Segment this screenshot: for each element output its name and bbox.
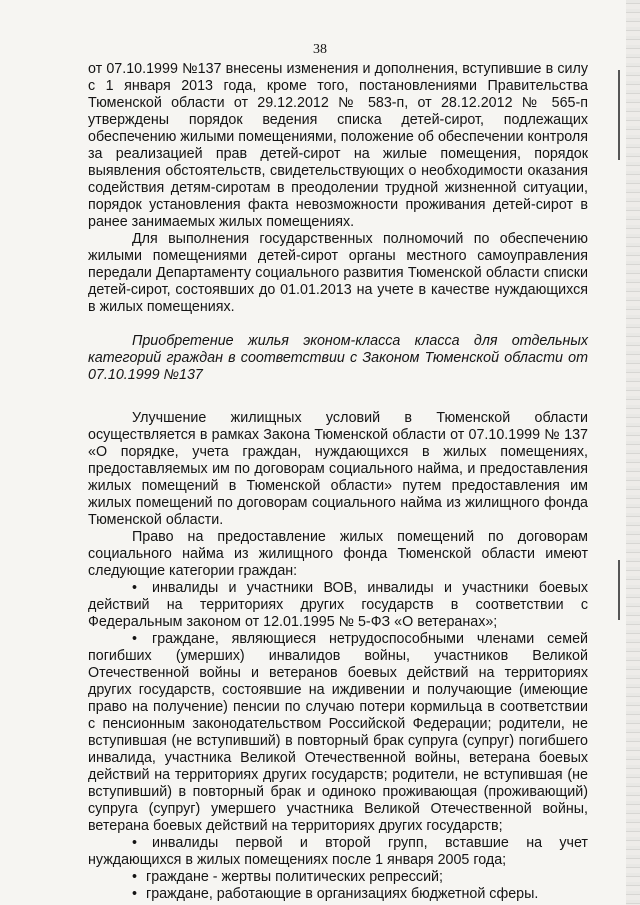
list-item-text: граждане, являющиеся нетрудоспособными членами семей погибших (умерших) инвалидов войны, участников Великой Отечественной войны и ветеранов боевых действий на территориях других государств, состоявшие на иждивении и получающие (имеющие право на получение) пенсии по случаю потери кормильца в соответствии с пенсионным законодательством Российской Федерации; родители, не вступившая (не вступивший) в повторный брак супруга (супруг) погибшего инвалида, участника Великой Отечественной войны, ветерана боевых действий на территориях других государств; родители, не вступившая (не вступивший) в повторный брак и одиноко проживающая (проживающий) супруга (супруг) умершего участника Великой Отечественной войны, ветерана боевых действий на территориях других государств; [88,631,588,834]
list-item-text: граждане - жертвы политических репрессий; [146,869,444,885]
paragraph-state-powers: Для выполнения государственных полномочий по обеспечению жилыми помещениями детей-сирот органы местного самоуправления передали Департаменту социального развития Тюменской области списки детей-сирот, состоявших до 01.01.2013 на учете в качестве нуждающихся в жилых помещениях. [88,231,588,315]
list-item-text: инвалиды первой и второй групп, вставшие на учет нуждающихся в жилых помещениях после 1 января 2005 года; [88,835,588,868]
bullet-marker: • [132,835,138,851]
paragraph-housing-improvement: Улучшение жилищных условий в Тюменской области осуществляется в рамках Закона Тюменской области от 07.10.1999 № 137 «О порядке, учета граждан, нуждающихся в жилых помещениях, предоставляемых им по договорам социального найма, и предоставления жилых помещений в Тюменской области» путем предоставления им жилых помещений по договорам социального найма из жилищного фонда Тюменской области. [88,410,588,528]
scan-line-artifact [618,560,620,620]
bullet-marker: • [132,631,138,647]
list-item [88,869,588,886]
bullet-marker: • [132,869,138,885]
list-item [88,580,588,631]
list-item-text: инвалиды и участники ВОВ, инвалиды и участники боевых действий на территориях других государств в соответствии с Федеральным законом от 12.01.1995 № 5-ФЗ «О ветеранах»; [88,580,588,630]
bullet-marker: • [132,580,138,596]
list-item [88,835,588,869]
document-body [88,61,588,903]
list-item-text: граждане, работающие в организациях бюджетной сферы. [146,886,539,902]
paragraph-right-to-housing: Право на предоставление жилых помещений по договорам социального найма из жилищного фонда Тюменской области имеют следующие категории граждан: [88,529,588,579]
bullet-marker: • [132,886,138,902]
page-number: 38 [313,42,327,57]
scan-line-artifact [618,70,620,160]
list-item [88,631,588,835]
scan-edge-artifact [626,0,640,905]
section-heading: Приобретение жилья эконом-класса класса для отдельных категорий граждан в соответствии с Законом Тюменской области от 07.10.1999 №137 [88,333,588,383]
paragraph-continuation: от 07.10.1999 №137 внесены изменения и дополнения, вступившие в силу с 1 января 2013 года, кроме того, постановлениями Правительства Тюменской области от 29.12.2012 № 583-п, от 28.12.2012 № 565-п утверждены порядок ведения списка детей-сирот, подлежащих обеспечению жилыми помещениями, положение об обеспечении контроля за реализацией прав детей-сирот на жилые помещения, порядок выявления обстоятельств, свидетельствующих о необходимости оказания содействия детям-сиротам в преодолении трудной жизненной ситуации, порядок установления факта невозможности проживания детей-сирот в ранее занимаемых жилых помещениях. [88,61,588,230]
list-item [88,886,588,903]
